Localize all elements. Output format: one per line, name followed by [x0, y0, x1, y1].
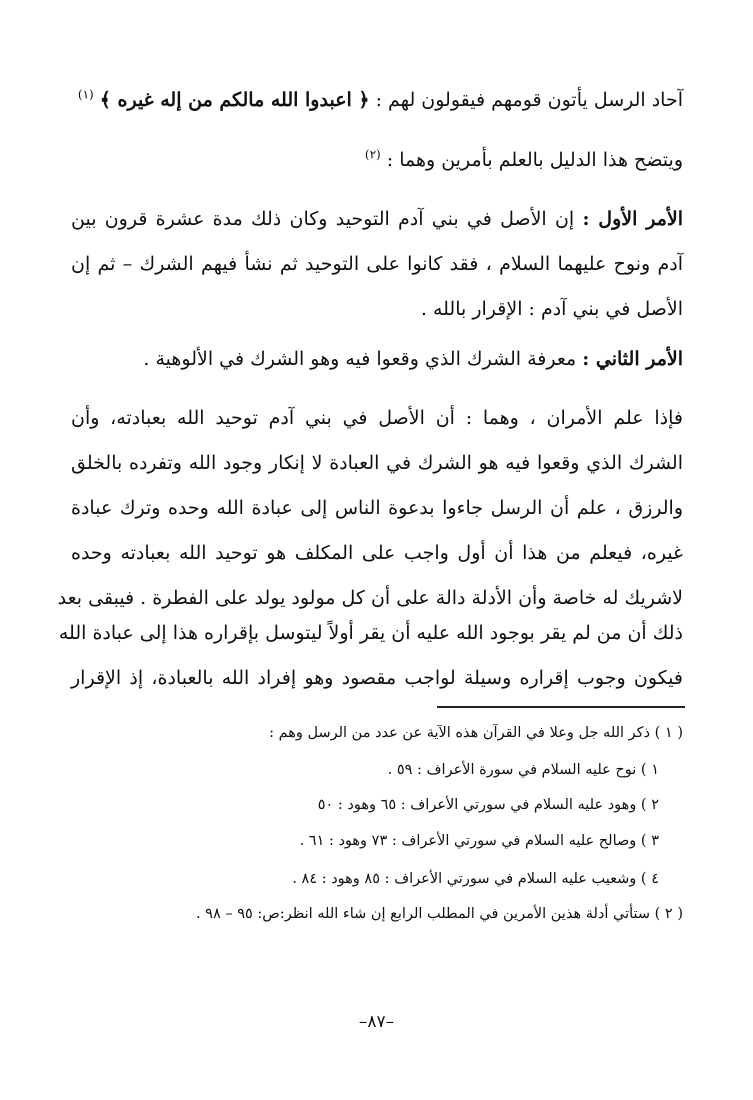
second-matter-heading: الأمر الثاني : — [582, 348, 683, 370]
footnote-1-item: ٣ ) وصالح عليه السلام في سورتي الأعراف : ٧٣ وهود : ٦١ . — [299, 833, 659, 849]
second-matter-line — [71, 344, 683, 374]
footnote-1-item: ٤ ) وشعيب عليه السلام في سورتي الأعراف : ٨٥ وهود : ٨٤ . — [292, 871, 659, 887]
second-matter-text: معرفة الشرك الذي وقعوا فيه وهو الشرك في الألوهية . — [143, 348, 577, 370]
footnote-1-intro: ( ١ ) ذكر الله جل وعلا في القرآن هذه الآية عن عدد من الرسل وهم : — [269, 725, 683, 741]
first-matter-line-1 — [71, 204, 683, 234]
first-matter-text-1: إن الأصل في بني آدم التوحيد وكان ذلك مدة عشرة قرون بين — [71, 208, 575, 230]
paragraph-line: لاشريك له خاصة وأن الأدلة دالة على أن كل مولود يولد على الفطرة . فيبقى بعد — [57, 587, 683, 609]
first-matter-heading: الأمر الأول : — [582, 208, 683, 230]
footnote-2: ( ٢ ) ستأتي أدلة هذين الأمرين في المطلب الرابع إن شاء الله انظر:ص: ٩٥ – ٩٨ . — [195, 906, 683, 922]
footnote-1-item: ٢ ) وهود عليه السلام في سورتي الأعراف : ٦٥ وهود : ٥٠ — [317, 797, 659, 813]
quran-verse: ﴿ اعبدوا الله مالكم من إله غيره ﴾ — [99, 89, 370, 111]
intro-line-2 — [71, 145, 683, 175]
footnote-separator — [437, 706, 685, 708]
page-number: –٨٧– — [358, 1012, 395, 1032]
paragraph-line: فإذا علم الأمران ، وهما : أن الأصل في بني آدم توحيد الله بعبادته، وأن — [71, 407, 683, 429]
intro-line-1 — [71, 85, 683, 115]
paragraph-line: فيكون وجوب إقراره وسيلة لواجب مقصود وهو إفراد الله بالعبادة، إذ الإقرار — [71, 667, 683, 689]
paragraph-line: الشرك الذي وقعوا فيه هو الشرك في العبادة لا إنكار وجود الله وتفرده بالخلق — [71, 452, 683, 474]
footnote-1-item: ١ ) نوح عليه السلام في سورة الأعراف : ٥٩ . — [387, 762, 659, 778]
footnote-marker-1: (١) — [77, 87, 94, 102]
paragraph-line: ذلك أن من لم يقر بوجود الله عليه أن يقر أولاً ليتوسل بإقراره هذا إلى عبادة الله — [58, 622, 683, 644]
intro-line-1-text: آحاد الرسل يأتون قومهم فيقولون لهم : — [375, 89, 683, 111]
paragraph-line: غيره، فيعلم من هذا أن أول واجب على المكلف هو توحيد الله بعبادته وحده — [71, 542, 683, 564]
paragraph-line: والرزق ، علم أن الرسل جاءوا بدعوة الناس إلى عبادة الله وحده وترك عبادة — [71, 497, 683, 519]
intro-line-2-text: ويتضح هذا الدليل بالعلم بأمرين وهما : — [386, 149, 683, 171]
first-matter-line-2: آدم ونوح عليهما السلام ، فقد كانوا على التوحيد ثم نشأ فيهم الشرك – ثم إن — [71, 253, 683, 275]
footnote-marker-2: (٢) — [364, 147, 381, 162]
first-matter-line-3: الأصل في بني آدم : الإقرار بالله . — [420, 298, 683, 320]
